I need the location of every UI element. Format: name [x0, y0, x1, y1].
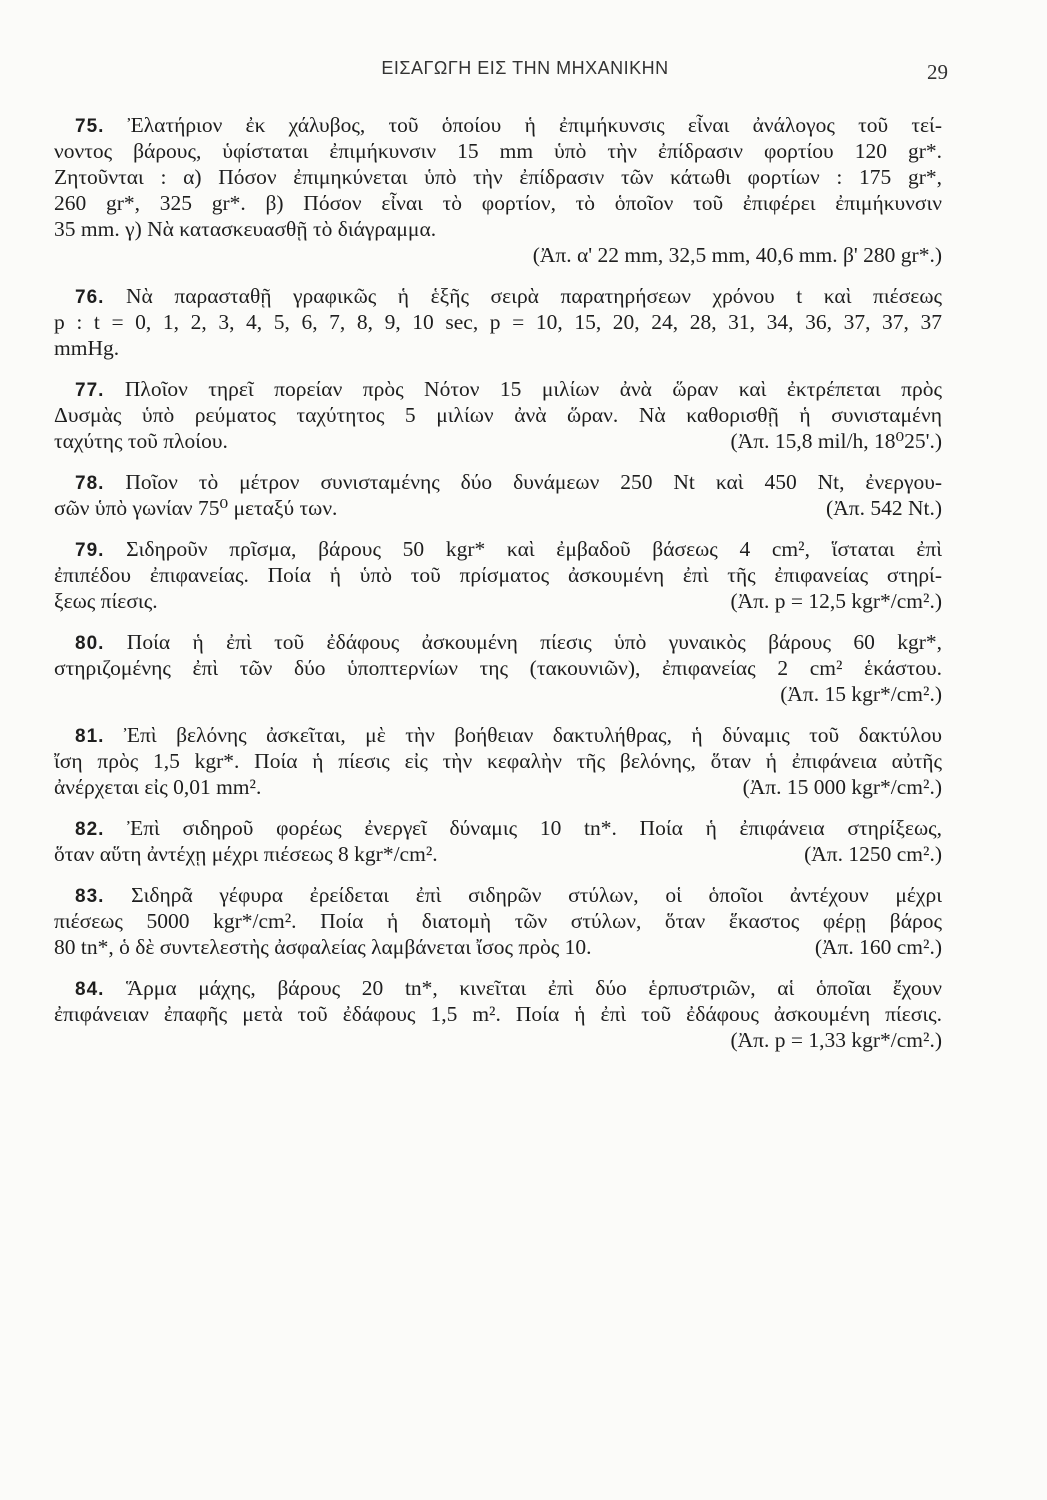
- problem-77: [54, 376, 942, 454]
- problem-84: [54, 975, 942, 1053]
- answer-line: [54, 774, 942, 800]
- answer-line: [54, 495, 942, 521]
- problem-line: ἐπιφάνειαν ἐπαφῆς μετὰ τοῦ ἐδάφους 1,5 m². Ποία ἡ ἐπὶ τοῦ ἐδάφους ἀσκουμένη πίεσις.: [54, 1002, 942, 1026]
- answer-line: [54, 428, 942, 454]
- problem-text: Ἅρμα μάχης, βάρους 20 tn*, κινεῖται ἐπὶ δύο ἑρπυστριῶν, αἱ ὁποῖαι ἔχουν: [104, 976, 942, 1000]
- problem-82: [54, 815, 942, 867]
- problem-number: 78.: [75, 473, 105, 494]
- problem-line-tail: ξεως πίεσις.: [54, 589, 158, 613]
- running-header: [110, 58, 948, 88]
- problem-number: 75.: [75, 116, 105, 137]
- problem-line: [54, 112, 942, 138]
- problem-text: Σιδηροῦν πρῖσμα, βάρους 50 kgr* καὶ ἐμβαδοῦ βάσεως 4 cm², ἵσταται ἐπὶ: [104, 537, 942, 561]
- header-title: ΕΙΣΑΓΩΓΗ ΕΙΣ ΤΗΝ ΜΗΧΑΝΙΚΗΝ: [381, 58, 669, 78]
- problem-number: 81.: [75, 726, 105, 747]
- problem-number: 77.: [75, 380, 105, 401]
- problem-line: [54, 283, 942, 309]
- answer-line: [54, 934, 942, 960]
- problem-78: [54, 469, 942, 521]
- problem-text: Πλοῖον τηρεῖ πορείαν πρὸς Νότον 15 μιλίων ἀνὰ ὥραν καὶ ἐκτρέπεται πρὸς: [104, 377, 942, 401]
- problem-text: Ποία ἡ ἐπὶ τοῦ ἐδάφους ἀσκουμένη πίεσις ὑπὸ γυναικὸς βάρους 60 kgr*,: [104, 630, 942, 654]
- answer: (Ἀπ. α' 22 mm, 32,5 mm, 40,6 mm. β' 280 gr*.): [532, 243, 942, 267]
- problem-79: [54, 536, 942, 614]
- problem-text: Ἐπὶ σιδηροῦ φορέως ἐνεργεῖ δύναμις 10 tn*. Ποία ἡ ἐπιφάνεια στηρίξεως,: [104, 816, 942, 840]
- problem-76: [54, 283, 942, 361]
- answer-line: [54, 841, 942, 867]
- problem-text: Ποῖον τὸ μέτρον συνισταμένης δύο δυνάμεων 250 Nt καὶ 450 Nt, ἐνεργου-: [104, 470, 942, 494]
- problem-text: Σιδηρᾶ γέφυρα ἐρείδεται ἐπὶ σιδηρῶν στύλων, οἱ ὁποῖοι ἀντέχουν μέχρι: [104, 883, 942, 907]
- answer-line: [54, 1027, 942, 1053]
- problem-line: [54, 722, 942, 748]
- problem-line: ἴση πρὸς 1,5 kgr*. Ποία ἡ πίεσις εἰς τὴν κεφαλὴν τῆς βελόνης, ὅταν ἡ ἐπιφάνεια αὐτῆς: [54, 749, 942, 773]
- problem-text: Ἐπὶ βελόνης ἀσκεῖται, μὲ τὴν βοήθειαν δακτυλήθρας, ἡ δύναμις τοῦ δακτύλου: [104, 723, 942, 747]
- problem-number: 83.: [75, 886, 105, 907]
- answer: (Ἀπ. 160 cm².): [814, 935, 942, 959]
- problem-line: ἐπιπέδου ἐπιφανείας. Ποία ἡ ὑπὸ τοῦ πρίσματος ἀσκουμένη ἐπὶ τῆς ἐπιφανείας στηρί-: [54, 563, 942, 587]
- answer-line: [54, 242, 942, 268]
- problem-line: [54, 536, 942, 562]
- answer: (Ἀπ. 15 kgr*/cm².): [780, 682, 942, 706]
- problem-line: 260 gr*, 325 gr*. β) Πόσον εἶναι τὸ φορτίον, τὸ ὁποῖον τοῦ ἐπιφέρει ἐπιμήκυνσιν: [54, 191, 942, 215]
- problem-line-tail: σῶν ὑπὸ γωνίαν 75⁰ μεταξύ των.: [54, 496, 338, 520]
- problem-line: [54, 815, 942, 841]
- problem-line: [54, 882, 942, 908]
- problem-line-tail: 80 tn*, ὁ δὲ συντελεστὴς ἀσφαλείας λαμβάνεται ἴσος πρὸς 10.: [54, 935, 592, 959]
- problem-line: Ζητοῦνται : α) Πόσον ἐπιμηκύνεται ὑπὸ τὴν ἐπίδρασιν τῶν κάτωθι φορτίων : 175 gr*,: [54, 165, 942, 189]
- answer: (Ἀπ. 542 Nt.): [826, 496, 942, 520]
- problem-line: στηριζομένης ἐπὶ τῶν δύο ὑποπτερνίων της (τακουνιῶν), ἐπιφανείας 2 cm² ἑκάστου.: [54, 656, 942, 680]
- problem-line: [54, 975, 942, 1001]
- problem-text: Νὰ παρασταθῇ γραφικῶς ἡ ἑξῆς σειρὰ παρατηρήσεων χρόνου t καὶ πιέσεως: [104, 284, 942, 308]
- problem-80: [54, 629, 942, 707]
- answer-line: [54, 588, 942, 614]
- problem-line: mmHg.: [54, 336, 120, 360]
- problem-line: νοντος βάρους, ὑφίσταται ἐπιμήκυνσιν 15 mm ὑπὸ τὴν ἐπίδρασιν φορτίου 120 gr*.: [54, 139, 942, 163]
- answer-line: [54, 681, 942, 707]
- problem-81: [54, 722, 942, 800]
- problem-number: 84.: [75, 979, 105, 1000]
- problem-line: 35 mm. γ) Νὰ κατασκευασθῇ τὸ διάγραμμα.: [54, 217, 437, 241]
- problem-number: 80.: [75, 633, 105, 654]
- problem-line-tail: ἀνέρχεται εἰς 0,01 mm².: [54, 775, 262, 799]
- problem-83: [54, 882, 942, 960]
- answer: (Ἀπ. 1250 cm².): [804, 842, 942, 866]
- problem-line: [54, 376, 942, 402]
- answer: (Ἀπ. p = 12,5 kgr*/cm².): [730, 589, 942, 613]
- answer: (Ἀπ. 15,8 mil/h, 18⁰25'.): [730, 429, 942, 453]
- page-number: 29: [927, 60, 948, 84]
- problem-list: [54, 112, 942, 1068]
- problem-text: Ἐλατήριον ἐκ χάλυβος, τοῦ ὁποίου ἡ ἐπιμήκυνσις εἶναι ἀνάλογος τοῦ τεί-: [104, 113, 942, 137]
- problem-line-tail: ταχύτης τοῦ πλοίου.: [54, 429, 228, 453]
- problem-line: Δυσμὰς ὑπὸ ρεύματος ταχύτητος 5 μιλίων ἀνὰ ὥραν. Νὰ καθορισθῇ ἡ συνισταμένη: [54, 403, 942, 427]
- problem-line: p : t = 0, 1, 2, 3, 4, 5, 6, 7, 8, 9, 10 sec, p = 10, 15, 20, 24, 28, 31, 34, 36, 37, 37, 37: [54, 310, 942, 334]
- problem-line: [54, 629, 942, 655]
- problem-line-tail: ὅταν αὕτη ἀντέχῃ μέχρι πιέσεως 8 kgr*/cm².: [54, 842, 438, 866]
- problem-line: [54, 469, 942, 495]
- problem-number: 82.: [75, 819, 105, 840]
- problem-75: [54, 112, 942, 268]
- problem-number: 76.: [75, 287, 105, 308]
- answer: (Ἀπ. 15 000 kgr*/cm².): [742, 775, 942, 799]
- answer: (Ἀπ. p = 1,33 kgr*/cm².): [730, 1028, 942, 1052]
- problem-line: πιέσεως 5000 kgr*/cm². Ποία ἡ διατομὴ τῶν στύλων, ὅταν ἕκαστος φέρῃ βάρος: [54, 909, 942, 933]
- problem-number: 79.: [75, 540, 105, 561]
